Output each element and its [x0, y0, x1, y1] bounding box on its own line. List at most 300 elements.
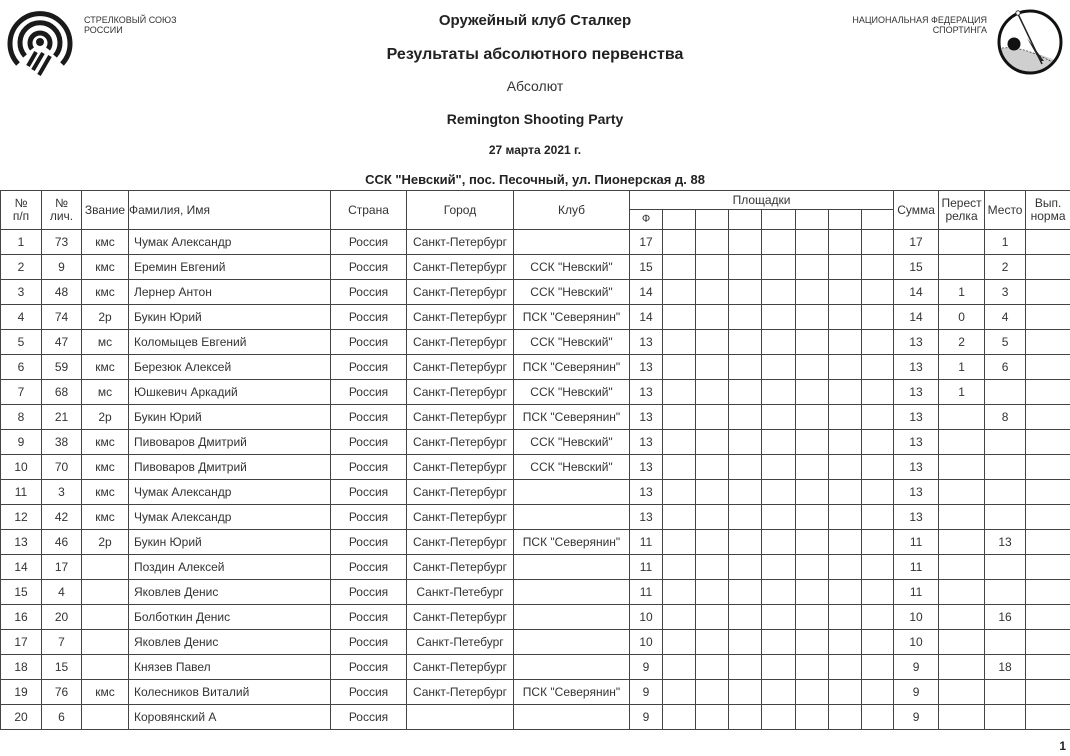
cell-station	[862, 480, 894, 505]
cell-city: Санкт-Петебург	[407, 580, 514, 605]
column-header-norm-line2: норма	[1030, 209, 1066, 223]
table-row	[1, 230, 1070, 255]
cell-club: ССК "Невский"	[514, 330, 630, 355]
cell-place	[985, 580, 1026, 605]
cell-rank: кмс	[82, 505, 129, 530]
cell-place: 6	[985, 355, 1026, 380]
cell-city: Санкт-Петебург	[407, 630, 514, 655]
table-row	[1, 505, 1070, 530]
cell-place	[985, 680, 1026, 705]
cell-station	[796, 505, 829, 530]
cell-station	[829, 330, 862, 355]
column-header-station-2	[663, 210, 696, 230]
cell-station	[696, 705, 729, 730]
cell-station	[762, 405, 796, 430]
cell-station-f: 15	[630, 255, 663, 280]
cell-norm	[1026, 555, 1070, 580]
cell-city: Санкт-Петербург	[407, 230, 514, 255]
cell-city: Санкт-Петербург	[407, 505, 514, 530]
cell-bib: 6	[42, 705, 82, 730]
cell-shootoff	[939, 230, 985, 255]
column-header-station-f: Ф	[630, 210, 663, 230]
cell-rank: кмс	[82, 230, 129, 255]
column-header-station-8	[862, 210, 894, 230]
table-row	[1, 480, 1070, 505]
cell-name: Пивоваров Дмитрий	[129, 455, 331, 480]
cell-country: Россия	[331, 455, 407, 480]
cell-place: 1	[985, 230, 1026, 255]
cell-station	[796, 680, 829, 705]
cell-name: Букин Юрий	[129, 305, 331, 330]
cell-country: Россия	[331, 380, 407, 405]
cell-station	[663, 505, 696, 530]
cell-station	[862, 330, 894, 355]
cell-shootoff	[939, 605, 985, 630]
cell-city: Санкт-Петербург	[407, 280, 514, 305]
cell-station	[663, 705, 696, 730]
cell-station	[663, 230, 696, 255]
cell-norm	[1026, 355, 1070, 380]
shooting-union-name-line2: РОССИИ	[84, 25, 123, 35]
cell-bib: 38	[42, 430, 82, 455]
cell-station-f: 14	[630, 305, 663, 330]
cell-station	[762, 580, 796, 605]
cell-station	[663, 480, 696, 505]
cell-station	[729, 255, 762, 280]
cell-station	[829, 430, 862, 455]
cell-name: Коровянский А	[129, 705, 331, 730]
column-header-station-3	[696, 210, 729, 230]
cell-station	[829, 355, 862, 380]
cell-station	[829, 605, 862, 630]
cell-city: Санкт-Петербург	[407, 330, 514, 355]
cell-station	[862, 705, 894, 730]
cell-name: Чумак Александр	[129, 230, 331, 255]
cell-station	[796, 305, 829, 330]
table-row	[1, 605, 1070, 630]
table-row	[1, 380, 1070, 405]
cell-bib: 42	[42, 505, 82, 530]
cell-station	[729, 530, 762, 555]
cell-city: Санкт-Петербург	[407, 380, 514, 405]
cell-station	[862, 655, 894, 680]
cell-station	[729, 380, 762, 405]
cell-place: 4	[985, 305, 1026, 330]
column-header-rank: Звание	[82, 191, 129, 230]
cell-station-f: 13	[630, 330, 663, 355]
cell-station	[762, 605, 796, 630]
column-header-pos	[1, 191, 42, 230]
cell-pos: 16	[1, 605, 42, 630]
cell-shootoff	[939, 480, 985, 505]
cell-station	[762, 705, 796, 730]
cell-station	[762, 480, 796, 505]
cell-shootoff	[939, 255, 985, 280]
results-table-body	[1, 230, 1070, 730]
cell-rank: кмс	[82, 280, 129, 305]
cell-total: 13	[894, 405, 939, 430]
column-header-norm-line1: Вып.	[1034, 196, 1062, 210]
cell-station	[729, 455, 762, 480]
cell-norm	[1026, 280, 1070, 305]
column-header-pos-line2: п/п	[12, 209, 30, 223]
cell-total: 14	[894, 280, 939, 305]
cell-total: 17	[894, 230, 939, 255]
cell-norm	[1026, 480, 1070, 505]
cell-station	[862, 580, 894, 605]
cell-pos: 7	[1, 380, 42, 405]
cell-bib: 59	[42, 355, 82, 380]
cell-station	[762, 455, 796, 480]
cell-station-f: 9	[630, 705, 663, 730]
cell-station	[762, 680, 796, 705]
cell-club	[514, 230, 630, 255]
cell-club: ССК "Невский"	[514, 255, 630, 280]
cell-station	[696, 505, 729, 530]
cell-station-f: 13	[630, 380, 663, 405]
club-name: Оружейный клуб Сталкер	[438, 12, 632, 29]
cell-rank: кмс	[82, 355, 129, 380]
cell-norm	[1026, 380, 1070, 405]
cell-country: Россия	[331, 355, 407, 380]
cell-place	[985, 705, 1026, 730]
cell-station-f: 13	[630, 355, 663, 380]
cell-country: Россия	[331, 530, 407, 555]
cell-shootoff	[939, 430, 985, 455]
cell-club: ССК "Невский"	[514, 380, 630, 405]
cell-shootoff	[939, 455, 985, 480]
cell-rank: 2р	[82, 405, 129, 430]
table-row	[1, 430, 1070, 455]
cell-station	[796, 580, 829, 605]
sporting-federation-name-line1: НАЦИОНАЛЬНАЯ ФЕДЕРАЦИЯ	[852, 15, 987, 25]
cell-total: 10	[894, 630, 939, 655]
column-header-station-4	[729, 210, 762, 230]
cell-total: 9	[894, 655, 939, 680]
cell-shootoff	[939, 580, 985, 605]
cell-club	[514, 605, 630, 630]
cell-shootoff	[939, 405, 985, 430]
cell-station	[729, 355, 762, 380]
table-row	[1, 305, 1070, 330]
cell-norm	[1026, 605, 1070, 630]
column-header-bib	[42, 191, 82, 230]
cell-station	[696, 455, 729, 480]
cell-station	[663, 605, 696, 630]
cell-club	[514, 505, 630, 530]
cell-city: Санкт-Петербург	[407, 355, 514, 380]
cell-station	[729, 280, 762, 305]
cell-rank	[82, 555, 129, 580]
cell-club	[514, 630, 630, 655]
cell-name: Князев Павел	[129, 655, 331, 680]
cell-bib: 76	[42, 680, 82, 705]
cell-rank: кмс	[82, 255, 129, 280]
cell-bib: 15	[42, 655, 82, 680]
column-header-city: Город	[407, 191, 514, 230]
cell-station	[696, 255, 729, 280]
cell-station	[829, 680, 862, 705]
cell-name: Лернер Антон	[129, 280, 331, 305]
cell-shootoff	[939, 555, 985, 580]
cell-rank: кмс	[82, 455, 129, 480]
cell-pos: 13	[1, 530, 42, 555]
cell-club	[514, 480, 630, 505]
cell-name: Болботкин Денис	[129, 605, 331, 630]
column-header-bib-line2: лич.	[49, 209, 74, 223]
cell-station	[762, 230, 796, 255]
cell-station	[862, 505, 894, 530]
cell-station-f: 11	[630, 530, 663, 555]
cell-rank: мс	[82, 330, 129, 355]
sporting-federation-name-line2: СПОРТИНГА	[932, 25, 987, 35]
cell-name: Коломыцев Евгений	[129, 330, 331, 355]
cell-pos: 11	[1, 480, 42, 505]
cell-name: Поздин Алексей	[129, 555, 331, 580]
cell-pos: 17	[1, 630, 42, 655]
cell-station	[829, 305, 862, 330]
cell-station	[696, 555, 729, 580]
cell-station-f: 9	[630, 655, 663, 680]
cell-club: ССК "Невский"	[514, 455, 630, 480]
table-row	[1, 280, 1070, 305]
cell-station	[829, 580, 862, 605]
cell-city: Санкт-Петербург	[407, 405, 514, 430]
cell-station	[696, 530, 729, 555]
cell-shootoff: 2	[939, 330, 985, 355]
cell-station	[796, 480, 829, 505]
cell-station-f: 13	[630, 405, 663, 430]
cell-name: Еремин Евгений	[129, 255, 331, 280]
cell-club: ПСК "Северянин"	[514, 530, 630, 555]
column-header-name: Фамилия, Имя	[129, 191, 331, 230]
cell-station	[796, 430, 829, 455]
cell-total: 14	[894, 305, 939, 330]
cell-place: 16	[985, 605, 1026, 630]
cell-rank	[82, 580, 129, 605]
cell-city: Санкт-Петербург	[407, 430, 514, 455]
cell-station	[696, 605, 729, 630]
cell-club: ПСК "Северянин"	[514, 305, 630, 330]
column-header-stations: Площадки	[630, 191, 894, 210]
cell-station	[862, 555, 894, 580]
cell-station	[862, 605, 894, 630]
cell-city: Санкт-Петербург	[407, 455, 514, 480]
cell-rank	[82, 705, 129, 730]
cell-country: Россия	[331, 705, 407, 730]
table-row	[1, 680, 1070, 705]
cell-pos: 6	[1, 355, 42, 380]
cell-name: Яковлев Денис	[129, 580, 331, 605]
table-row	[1, 705, 1070, 730]
cell-station	[829, 505, 862, 530]
cell-name: Букин Юрий	[129, 405, 331, 430]
cell-station	[663, 305, 696, 330]
cell-club: ССК "Невский"	[514, 430, 630, 455]
cell-station	[762, 355, 796, 380]
cell-station	[862, 305, 894, 330]
cell-station-f: 10	[630, 605, 663, 630]
cell-shootoff: 1	[939, 280, 985, 305]
cell-station	[796, 380, 829, 405]
cell-place	[985, 630, 1026, 655]
cell-norm	[1026, 405, 1070, 430]
cell-station	[796, 230, 829, 255]
cell-country: Россия	[331, 505, 407, 530]
cell-bib: 9	[42, 255, 82, 280]
cell-station	[829, 480, 862, 505]
cell-norm	[1026, 255, 1070, 280]
column-header-station-6	[796, 210, 829, 230]
cell-total: 11	[894, 530, 939, 555]
table-row	[1, 630, 1070, 655]
cell-club: ПСК "Северянин"	[514, 680, 630, 705]
cell-station-f: 13	[630, 430, 663, 455]
cell-bib: 70	[42, 455, 82, 480]
cell-station	[862, 355, 894, 380]
cell-shootoff	[939, 655, 985, 680]
event-name: Remington Shooting Party	[446, 111, 624, 127]
cell-place: 5	[985, 330, 1026, 355]
cell-total: 9	[894, 705, 939, 730]
cell-pos: 20	[1, 705, 42, 730]
category: Абсолют	[506, 78, 564, 94]
cell-norm	[1026, 230, 1070, 255]
cell-city	[407, 705, 514, 730]
cell-bib: 74	[42, 305, 82, 330]
cell-total: 13	[894, 380, 939, 405]
column-header-norm	[1026, 191, 1070, 230]
cell-city: Санкт-Петербург	[407, 680, 514, 705]
cell-rank: 2р	[82, 305, 129, 330]
cell-name: Букин Юрий	[129, 530, 331, 555]
cell-station	[663, 380, 696, 405]
cell-place	[985, 455, 1026, 480]
cell-total: 11	[894, 555, 939, 580]
page-number: 1	[1059, 739, 1066, 753]
cell-rank: кмс	[82, 480, 129, 505]
column-header-shootoff-line1: Перест	[941, 196, 982, 210]
cell-place: 8	[985, 405, 1026, 430]
cell-city: Санкт-Петербург	[407, 480, 514, 505]
cell-station	[663, 255, 696, 280]
column-header-shootoff-line2: релка	[945, 209, 978, 223]
cell-country: Россия	[331, 255, 407, 280]
cell-norm	[1026, 430, 1070, 455]
cell-country: Россия	[331, 655, 407, 680]
table-header-row	[1, 191, 1070, 210]
cell-total: 13	[894, 430, 939, 455]
cell-station	[862, 280, 894, 305]
table-row	[1, 255, 1070, 280]
cell-rank: кмс	[82, 430, 129, 455]
cell-station	[696, 305, 729, 330]
cell-total: 15	[894, 255, 939, 280]
cell-city: Санкт-Петербург	[407, 255, 514, 280]
cell-shootoff	[939, 505, 985, 530]
cell-station	[829, 530, 862, 555]
column-header-place: Место	[985, 191, 1026, 230]
table-row	[1, 330, 1070, 355]
cell-station	[762, 530, 796, 555]
cell-station	[862, 380, 894, 405]
cell-station	[696, 405, 729, 430]
cell-norm	[1026, 305, 1070, 330]
page-title: Результаты абсолютного первенства	[386, 46, 684, 63]
cell-station	[829, 255, 862, 280]
cell-name: Яковлев Денис	[129, 630, 331, 655]
cell-shootoff: 1	[939, 355, 985, 380]
column-header-country: Страна	[331, 191, 407, 230]
cell-station	[663, 580, 696, 605]
cell-bib: 3	[42, 480, 82, 505]
cell-station	[729, 655, 762, 680]
cell-pos: 14	[1, 555, 42, 580]
cell-station	[829, 655, 862, 680]
cell-pos: 10	[1, 455, 42, 480]
cell-station-f: 13	[630, 480, 663, 505]
cell-station	[663, 330, 696, 355]
cell-station	[696, 230, 729, 255]
cell-bib: 68	[42, 380, 82, 405]
cell-station	[762, 330, 796, 355]
cell-country: Россия	[331, 580, 407, 605]
table-row	[1, 655, 1070, 680]
cell-norm	[1026, 505, 1070, 530]
cell-station-f: 13	[630, 455, 663, 480]
cell-total: 10	[894, 605, 939, 630]
cell-country: Россия	[331, 630, 407, 655]
table-row	[1, 405, 1070, 430]
cell-station	[729, 605, 762, 630]
cell-bib: 47	[42, 330, 82, 355]
cell-bib: 4	[42, 580, 82, 605]
cell-pos: 5	[1, 330, 42, 355]
cell-station	[663, 555, 696, 580]
column-header-pos-line1: №	[14, 196, 28, 210]
cell-pos: 19	[1, 680, 42, 705]
cell-total: 13	[894, 330, 939, 355]
cell-station	[829, 555, 862, 580]
cell-club	[514, 555, 630, 580]
event-venue: ССК "Невский", пос. Песочный, ул. Пионерская д. 88	[365, 172, 705, 187]
cell-city: Санкт-Петербург	[407, 555, 514, 580]
cell-place: 3	[985, 280, 1026, 305]
table-row	[1, 530, 1070, 555]
cell-station	[696, 280, 729, 305]
cell-station-f: 9	[630, 680, 663, 705]
cell-club: ПСК "Северянин"	[514, 405, 630, 430]
cell-pos: 4	[1, 305, 42, 330]
cell-station	[862, 530, 894, 555]
column-header-bib-line1: №	[55, 196, 68, 210]
cell-station	[729, 680, 762, 705]
cell-total: 13	[894, 355, 939, 380]
cell-shootoff	[939, 705, 985, 730]
cell-rank	[82, 605, 129, 630]
cell-station	[829, 230, 862, 255]
cell-norm	[1026, 655, 1070, 680]
cell-place: 13	[985, 530, 1026, 555]
cell-country: Россия	[331, 280, 407, 305]
cell-country: Россия	[331, 305, 407, 330]
cell-name: Чумак Александр	[129, 480, 331, 505]
cell-shootoff	[939, 530, 985, 555]
cell-country: Россия	[331, 680, 407, 705]
table-row	[1, 555, 1070, 580]
cell-station	[762, 630, 796, 655]
cell-pos: 9	[1, 430, 42, 455]
